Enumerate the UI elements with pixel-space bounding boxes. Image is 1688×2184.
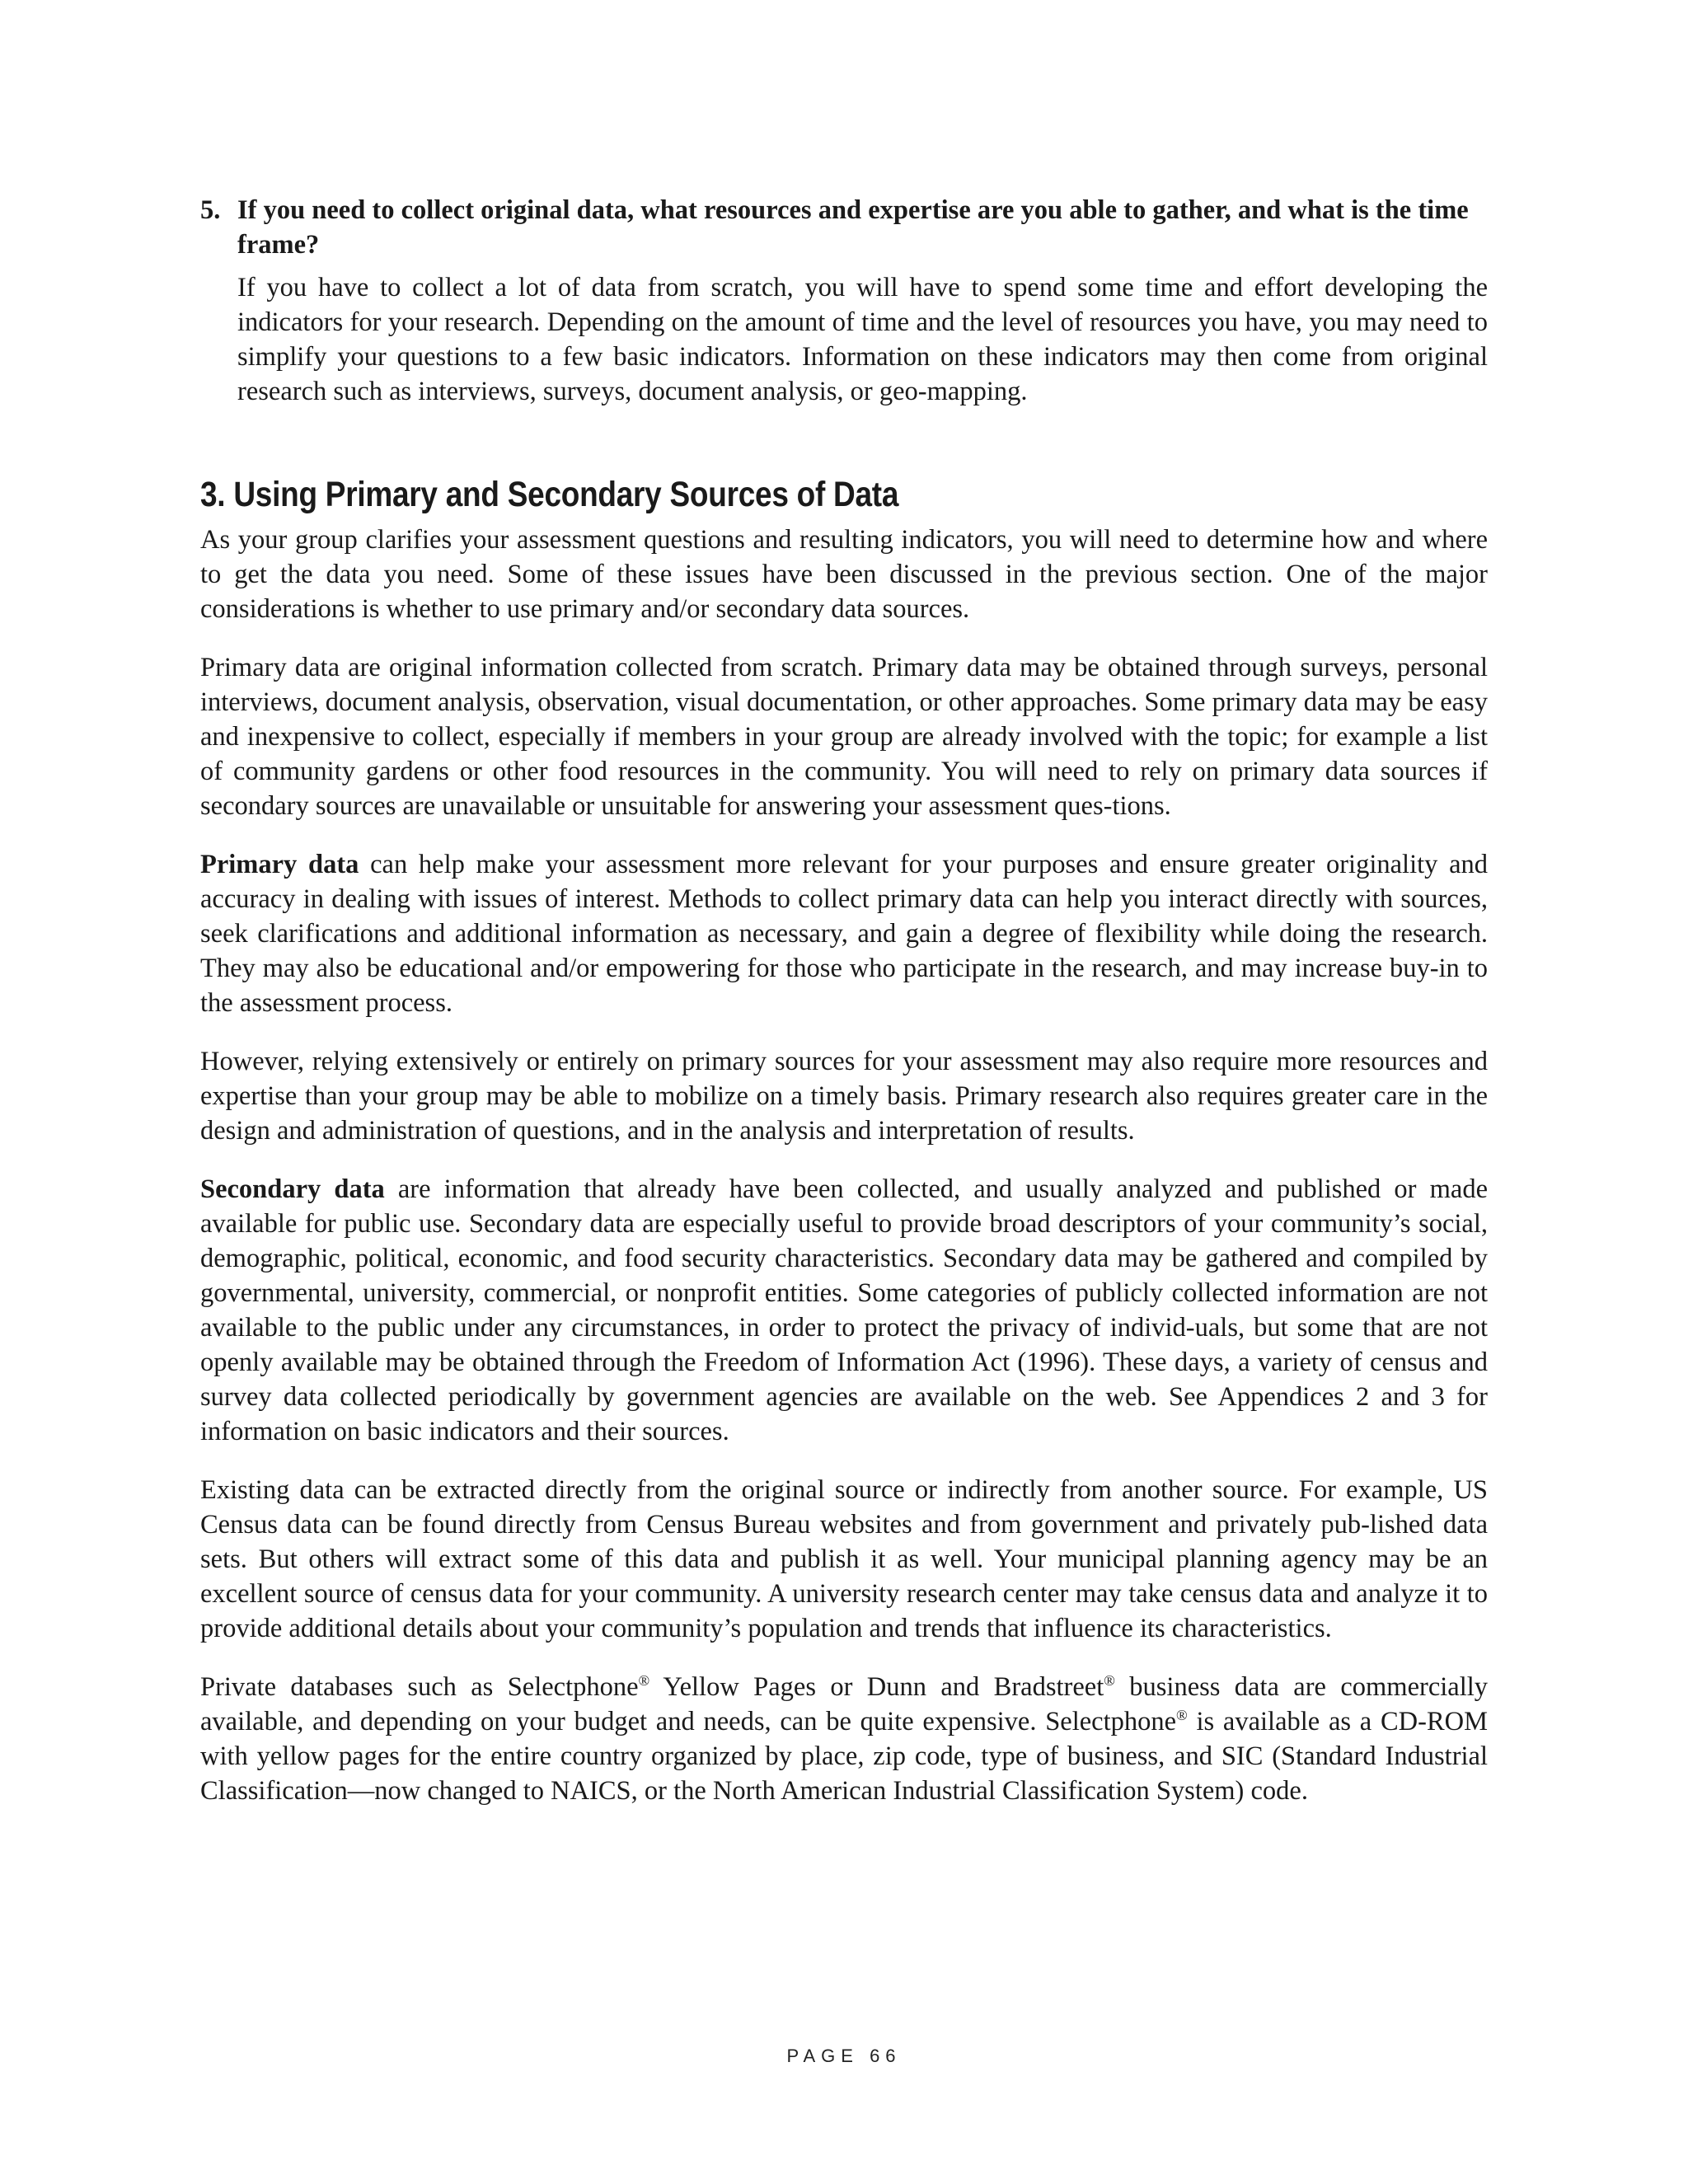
paragraph-existing-data: Existing data can be extracted directly from the original source or indirectly from another source. For example, US Census data can be found directly from Census Bureau websites and from government and privately pub-lished data sets. But others will extract some of this data and publish it as well. Your municipal planning agency may be an excellent source of census data for your community. A university research center may take census data and analyze it to provide additional details about your community’s population and trends that influence its characteristics.	[200, 1475, 1488, 1643]
private-db-text-1: Private databases such as Selectphone	[200, 1672, 639, 1702]
page-number: PAGE 66	[786, 2046, 902, 2066]
paragraph-primary-limitations: However, relying extensively or entirely on primary sources for your assessment may also require more resources and expertise than your group may be able to mobilize on a timely basis. Primary research also requires greater care in the design and administration of questions, and in the analysis and interpretation of results.	[200, 1047, 1488, 1146]
section-heading: 3. Using Primary and Secondary Sources of Data	[200, 475, 899, 514]
private-db-text-2: Yellow Pages or Dunn and Bradstreet	[649, 1672, 1104, 1702]
primary-data-term: Primary data	[200, 850, 359, 879]
registered-mark: ®	[1176, 1707, 1188, 1723]
paragraph-secondary-data	[200, 1172, 1488, 1449]
paragraph-primary-data	[200, 847, 1488, 1020]
paragraph-intro: As your group clarifies your assessment questions and resulting indicators, you will need to determine how and where to get the data you need. Some of these issues have been discussed in the previous section. One of the major considerations is whether to use primary and/or secondary data sources.	[200, 525, 1488, 624]
question-title: If you need to collect original data, what resources and expertise are you able to gather, and what is the time frame?	[237, 195, 1469, 260]
registered-mark: ®	[638, 1672, 650, 1689]
private-db-text-3: business data are commercially available, and depending on your budget and needs, can be quite expensive. Selectphone	[200, 1672, 1489, 1736]
secondary-data-text: are information that already have been collected, and usually analyzed and published or made available for public use. Secondary data are especially useful to provide broad descriptors of your community’s social, demographic, political, economic, and food security characteristics. Secondary data may be gathered and compiled by governmental, university, commercial, or nonprofit entities. Some categories of publicly collected information are not available to the public under any circumstances, in order to protect the privacy of individ-uals, but some that are not openly available may be obtained through the Freedom of Information Act (1996). These days, a variety of census and survey data collected periodically by government agencies are available on the web. See Appendices 2 and 3 for information on basic indicators and their sources.	[200, 1174, 1488, 1446]
document-page	[200, 193, 1488, 1832]
paragraph-primary-definition: Primary data are original information collected from scratch. Primary data may be obtained through surveys, personal interviews, document analysis, observation, visual documentation, or other approaches. Some primary data may be easy and inexpensive to collect, especially if members in your group are already involved with the topic; for example a list of community gardens or other food resources in the community. You will need to rely on primary data sources if secondary sources are unavailable or unsuitable for answering your assessment ques-tions.	[200, 653, 1488, 821]
question-number: 5.	[200, 195, 221, 225]
secondary-data-term: Secondary data	[200, 1174, 385, 1204]
registered-mark: ®	[1104, 1672, 1115, 1689]
paragraph-private-databases	[200, 1670, 1488, 1808]
question-body: If you have to collect a lot of data from scratch, you will have to spend some time and effort developing the indicators for your research. Depending on the amount of time and the level of resources you have, you may need to simplify your questions to a few basic indicators. Information on these indicators may then come from original research such as interviews, surveys, document analysis, or geo-mapping.	[237, 273, 1488, 406]
question-item	[200, 193, 1488, 409]
private-db-text-4: is available as a CD-ROM with yellow pages for the entire country organized by place, zip code, type of business, and SIC (Standard Industrial Classification—now changed to NAICS, or the North American Industrial Classification System) code.	[200, 1707, 1488, 1806]
primary-data-text: can help make your assessment more relevant for your purposes and ensure greater originality and accuracy in dealing with issues of interest. Methods to collect primary data can help you interact directly with sources, seek clarifications and additional information as necessary, and gain a degree of flexibility while doing the research. They may also be educational and/or empowering for those who participate in the research, and may increase buy-in to the assessment process.	[200, 850, 1488, 1018]
